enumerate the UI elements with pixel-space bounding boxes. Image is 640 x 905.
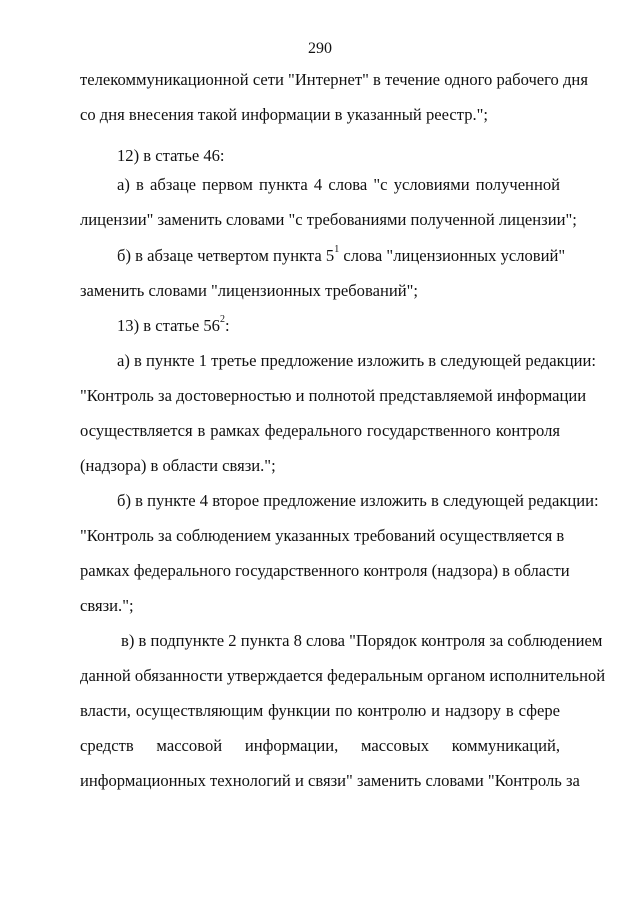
text-line: заменить словами "лицензионных требований";: [80, 281, 418, 300]
text-fragment: б) в абзаце четвертом пункта 5: [117, 246, 335, 265]
superscript: 2: [219, 314, 225, 326]
item-heading: 12) в статье 46:: [117, 146, 225, 165]
text-fragment: слова "лицензионных условий": [339, 246, 566, 265]
text-line: данной обязанности утверждается федеральным органом исполнительной: [80, 666, 606, 685]
page-number: 290: [308, 40, 332, 57]
text-line: лицензии" заменить словами "с требованиями полученной лицензии";: [80, 210, 577, 229]
text-line: осуществляется в рамках федерального государственного контроля: [80, 421, 560, 440]
text-line: власти, осуществляющим функции по контролю и надзору в сфере: [80, 701, 560, 720]
text-line: средств массовой информации, массовых коммуникаций,: [80, 736, 560, 755]
text-line: рамках федерального государственного контроля (надзора) в области: [80, 561, 570, 580]
text-line: связи.";: [80, 596, 134, 615]
text-line: со дня внесения такой информации в указанный реестр.";: [80, 105, 489, 124]
superscript: 1: [334, 244, 340, 256]
item-heading: [117, 315, 560, 337]
text-fragment: :: [224, 316, 230, 335]
text-line: информационных технологий и связи" заменить словами "Контроль за: [80, 771, 580, 790]
text-line: а) в абзаце первом пункта 4 слова "с условиями полученной: [117, 175, 560, 194]
text-line: [117, 244, 566, 267]
text-line: (надзора) в области связи.";: [80, 456, 276, 475]
text-line: телекоммуникационной сети "Интернет" в течение одного рабочего дня: [80, 70, 588, 89]
text-line: "Контроль за соблюдением указанных требований осуществляется в: [80, 526, 565, 545]
text-fragment: 13) в статье 56: [117, 316, 220, 335]
text-line: б) в пункте 4 второе предложение изложить в следующей редакции:: [117, 491, 599, 510]
text-line: а) в пункте 1 третье предложение изложить в следующей редакции:: [117, 351, 596, 370]
text-line: "Контроль за достоверностью и полнотой представляемой информации: [80, 386, 587, 405]
text-line: в) в подпункте 2 пункта 8 слова "Порядок контроля за соблюдением: [121, 631, 603, 650]
